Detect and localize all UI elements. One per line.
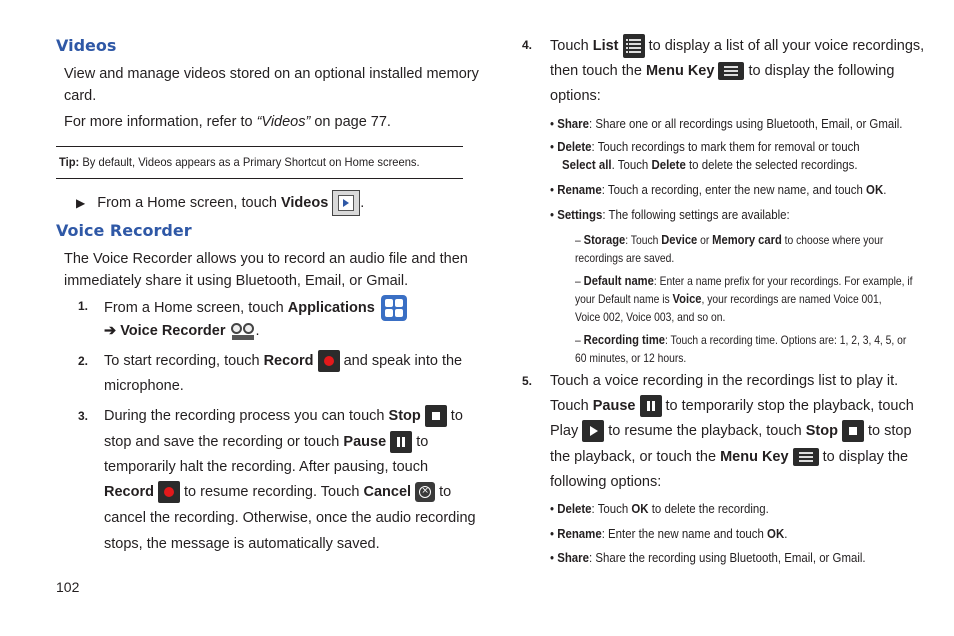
bullet5-delete: • Delete: Touch OK to delete the recording. (550, 501, 769, 516)
pause-icon (640, 395, 662, 417)
step4-line2: then touch the Menu Key to display the following (550, 63, 895, 79)
step5-line2: Touch Pause to temporarily stop the playback, touch (550, 395, 914, 417)
menu-key-icon (793, 448, 819, 466)
vr-intro-line2: immediately share it using Bluetooth, Email, or Gmail. (64, 273, 409, 289)
videos-desc-line1: View and manage videos stored on an optional installed memory (64, 66, 479, 82)
tip-bottom-rule (56, 178, 463, 179)
vr-intro-line1: The Voice Recorder allows you to record an audio file and then (64, 251, 468, 267)
bullet-share: • Share: Share one or all recordings using Bluetooth, Email, or Gmail. (550, 116, 903, 131)
pause-icon (390, 431, 412, 453)
videos-desc-line2: card. (64, 88, 97, 104)
bullet-rename: • Rename: Touch a recording, enter the new name, and touch OK. (550, 182, 887, 197)
step1-line2: ➔ Voice Recorder . (104, 320, 260, 342)
stop-icon (842, 420, 864, 442)
step5-line4: the playback, or touch the Menu Key to display the (550, 449, 909, 465)
step3-line1: During the recording process you can touch Stop to (104, 405, 463, 427)
videos-more-info: For more information, refer to “Videos” on page 77. (64, 114, 391, 130)
bullet5-share: • Share: Share the recording using Bluetooth, Email, or Gmail. (550, 550, 866, 565)
videos-step: ▶ From a Home screen, touch Videos . (76, 190, 364, 216)
sub-default-name: – Default name: Enter a name prefix for your recordings. For example, if (575, 273, 913, 288)
applications-icon (381, 295, 407, 321)
bullet-settings: • Settings: The following settings are available: (550, 207, 790, 222)
step1-number: 1. (78, 299, 89, 313)
step1-line1: From a Home screen, touch Applications (104, 295, 407, 321)
play-icon (582, 420, 604, 442)
record-icon (158, 481, 180, 503)
step2-line2: microphone. (104, 378, 184, 394)
tip-top-rule (56, 146, 463, 147)
sub-recording-time: – Recording time: Touch a recording time. Options are: 1, 2, 3, 4, 5, or (575, 332, 907, 347)
step2-number: 2. (78, 354, 89, 368)
stop-icon (425, 405, 447, 427)
step5-line5: following options: (550, 474, 662, 490)
step3-line5: cancel the recording. Otherwise, once the audio recording (104, 510, 476, 526)
tip-note: Tip: By default, Videos appears as a Primary Shortcut on Home screens. (59, 155, 420, 169)
bullet5-rename: • Rename: Enter the new name and touch OK. (550, 526, 788, 541)
menu-key-icon (718, 62, 744, 80)
step5-line3: Play to resume the playback, touch Stop to stop (550, 420, 912, 442)
sub-recording-time-line2: 60 minutes, or 12 hours. (575, 351, 687, 365)
voice-recorder-heading: Voice Recorder (56, 221, 192, 240)
record-icon (318, 350, 340, 372)
step4-number: 4. (522, 38, 533, 52)
step-arrow-icon: ▶ (76, 195, 86, 210)
step3-line3: temporarily halt the recording. After pausing, touch (104, 459, 429, 475)
step3-line2: stop and save the recording or touch Pause to (104, 431, 428, 453)
step3-line6: stops, the message is automatically saved. (104, 536, 380, 552)
bullet-delete: • Delete: Touch recordings to mark them for removal or touch (550, 139, 860, 154)
cancel-icon: × (415, 482, 435, 502)
videos-heading: Videos (56, 36, 117, 55)
bullet-delete-line2: Select all. Touch Delete to delete the selected recordings. (562, 157, 858, 172)
sub-default-name-line2: your Default name is Voice, your recordings are named Voice 001, (575, 291, 882, 306)
step5-line1: Touch a voice recording in the recordings list to play it. (550, 373, 899, 389)
step3-number: 3. (78, 409, 89, 423)
videos-app-icon (332, 190, 360, 216)
step3-line4: Record to resume recording. Touch Cancel × to (104, 481, 451, 503)
step4-line1: Touch List to display a list of all your voice recordings, (550, 34, 924, 58)
voice-recorder-icon (230, 321, 256, 341)
step4-line3: options: (550, 88, 601, 104)
page-number: 102 (56, 579, 80, 595)
sub-storage-line2: recordings are saved. (575, 251, 675, 265)
list-icon (623, 34, 645, 58)
sub-default-name-line3: Voice 002, Voice 003, and so on. (575, 310, 726, 324)
sub-storage: – Storage: Touch Device or Memory card to choose where your (575, 232, 884, 247)
step2-line1: To start recording, touch Record and speak into the (104, 350, 462, 372)
step5-number: 5. (522, 374, 533, 388)
